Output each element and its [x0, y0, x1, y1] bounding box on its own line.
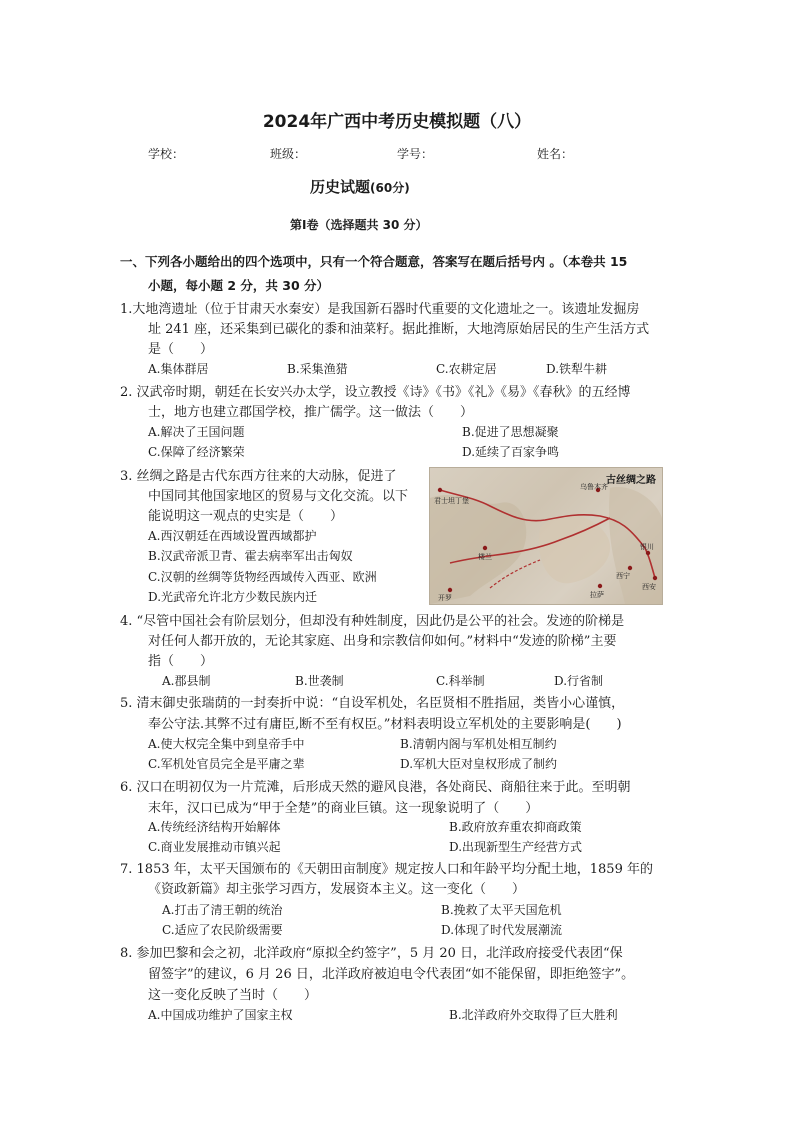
q3-option-a: A.西汉朝廷在西域设置西域都护 — [148, 529, 317, 543]
q4-option-c: C.科举制 — [436, 674, 485, 688]
q3-option-b: B.汉武帝派卫青、霍去病率军出击匈奴 — [148, 549, 353, 563]
part-heading: 第Ⅰ卷（选择题共 30 分） — [290, 218, 428, 232]
map-label-cairo: 开罗 — [438, 594, 452, 602]
q4-option-b: B.世袭制 — [295, 674, 344, 688]
q2-line-1: 2. 汉武帝时期，朝廷在长安兴办太学，设立教授《诗》《书》《礼》《易》《春秋》的五经博 — [120, 385, 631, 400]
school-label: 学校： — [148, 147, 185, 161]
q5-line-2: 奉公守法.其弊不过有庸臣,断不至有权臣。”材料表明设立军机处的主要影响是( ) — [148, 717, 622, 732]
q6-option-a: A.传统经济结构开始解体 — [148, 820, 281, 834]
subject-name: 历史试题 — [310, 178, 371, 196]
q2-option-c: C.保障了经济繁荣 — [148, 445, 245, 459]
map-label-xining: 西宁 — [616, 572, 630, 580]
q3-option-d: D.光武帝允许北方少数民族内迁 — [148, 590, 318, 604]
q3-line-1: 3. 丝绸之路是古代东西方往来的大动脉，促进了 — [120, 469, 397, 484]
q3-line-3: 能说明这一观点的史实是（ ） — [148, 509, 344, 524]
q6-line-1: 6. 汉口在明初仅为一片荒滩，后形成天然的避风良港，各处商民、商船往来于此。至明朝 — [120, 780, 631, 795]
q5-line-1: 5. 清末御史张瑞荫的一封奏折中说：“自设军机处，名臣贤相不胜指屈，类皆小心谨慎， — [120, 696, 625, 711]
q1-option-c: C.农耕定居 — [436, 362, 497, 376]
q1-option-b: B.采集渔猎 — [287, 362, 348, 376]
map-label-yinchuan: 银川 — [640, 543, 654, 551]
name-label: 姓名： — [537, 147, 574, 161]
q8-line-2: 留签字”的建议，6 月 26 日，北洋政府被迫电令代表团“如不能保留，即拒绝签字”。 — [148, 967, 635, 982]
q4-option-a: A.郡县制 — [162, 674, 211, 688]
q4-line-3: 指（ ） — [148, 654, 214, 669]
map-label-xian: 西安 — [642, 583, 656, 591]
q7-option-a: A.打击了清王朝的统治 — [162, 903, 283, 917]
q2-option-b: B.促进了思想凝聚 — [462, 425, 559, 439]
q7-line-2: 《资政新篇》却主张学习西方，发展资本主义。这一变化（ ） — [148, 882, 526, 897]
map-label-lhasa: 拉萨 — [590, 591, 604, 599]
q8-option-a: A.中国成功维护了国家主权 — [148, 1008, 293, 1022]
map-label-loulan: 楼兰 — [478, 553, 492, 561]
q1-line-2: 址 241 座，还采集到已碳化的黍和油菜籽。据此推断，大地湾原始居民的生产生活方式 — [148, 322, 650, 337]
q2-option-d: D.延续了百家争鸣 — [462, 445, 560, 459]
q1-line-3: 是（ ） — [148, 342, 214, 357]
q1-option-a: A.集体群居 — [148, 362, 209, 376]
q6-line-2: 末年，汉口已成为“甲于全楚”的商业巨镇。这一现象说明了（ ） — [148, 801, 539, 816]
q1-line-1: 1.大地湾遗址（位于甘肃天水秦安）是我国新石器时代重要的文化遗址之一。该遗址发掘房 — [120, 302, 640, 317]
q7-option-d: D.体现了时代发展潮流 — [441, 923, 563, 937]
q5-option-c: C.军机处官员完全是平庸之辈 — [148, 757, 305, 771]
q6-option-d: D.出现新型生产经营方式 — [449, 840, 583, 854]
q5-option-d: D.军机大臣对皇权形成了制约 — [400, 757, 558, 771]
subject-title — [310, 176, 410, 197]
q4-line-1: 4. “尽管中国社会有阶层划分，但却没有种姓制度，因此仍是公平的社会。发迹的阶梯是 — [120, 614, 625, 629]
q2-option-a: A.解决了王国问题 — [148, 425, 245, 439]
instructions-line-2: 小题，每小题 2 分，共 30 分） — [148, 278, 330, 293]
q8-line-1: 8. 参加巴黎和会之初，北洋政府“原拟全约签字”，5 月 20 日，北洋政府接受代表团“保 — [120, 946, 623, 961]
q1-option-d: D.铁犁牛耕 — [546, 362, 608, 376]
q3-line-2: 中国同其他国家地区的贸易与文化交流。以下 — [148, 489, 409, 504]
silk-road-map — [429, 467, 663, 605]
map-label-constantinople: 君士坦丁堡 — [434, 497, 469, 505]
q7-option-c: C.适应了农民阶级需要 — [162, 923, 283, 937]
instructions-line-1: 一、下列各小题给出的四个选项中，只有一个符合题意，答案写在题后括号内 。（本卷共 15 — [120, 254, 628, 269]
map-title: 古丝绸之路 — [606, 475, 656, 486]
exam-title: 2024年广西中考历史模拟题（八） — [262, 112, 532, 132]
q6-option-c: C.商业发展推动市镇兴起 — [148, 840, 281, 854]
q8-option-b: B.北洋政府外交取得了巨大胜利 — [449, 1008, 618, 1022]
q7-option-b: B.挽救了太平天国危机 — [441, 903, 562, 917]
map-graphic — [430, 468, 662, 604]
q5-option-b: B.清朝内阁与军机处相互制约 — [400, 737, 557, 751]
subject-score: (60分) — [370, 181, 410, 195]
map-label-urumqi: 乌鲁木齐 — [580, 483, 608, 491]
q8-line-3: 这一变化反映了当时（ ） — [148, 988, 318, 1003]
q2-line-2: 士，地方也建立郡国学校，推广儒学。这一做法（ ） — [148, 405, 474, 420]
q4-option-d: D.行省制 — [554, 674, 604, 688]
q7-line-1: 7. 1853 年，太平天国颁布的《天朝田亩制度》规定按人口和年龄平均分配土地，1859 年的 — [120, 862, 653, 877]
q5-option-a: A.使大权完全集中到皇帝手中 — [148, 737, 305, 751]
q3-option-c: C.汉朝的丝绸等货物经西域传入西亚、欧洲 — [148, 570, 377, 584]
class-label: 班级： — [270, 147, 307, 161]
number-label: 学号： — [397, 147, 434, 161]
q4-line-2: 对任何人都开放的，无论其家庭、出身和宗教信仰如何。”材料中“发迹的阶梯”主要 — [148, 634, 617, 649]
q6-option-b: B.政府放弃重农抑商政策 — [449, 820, 582, 834]
